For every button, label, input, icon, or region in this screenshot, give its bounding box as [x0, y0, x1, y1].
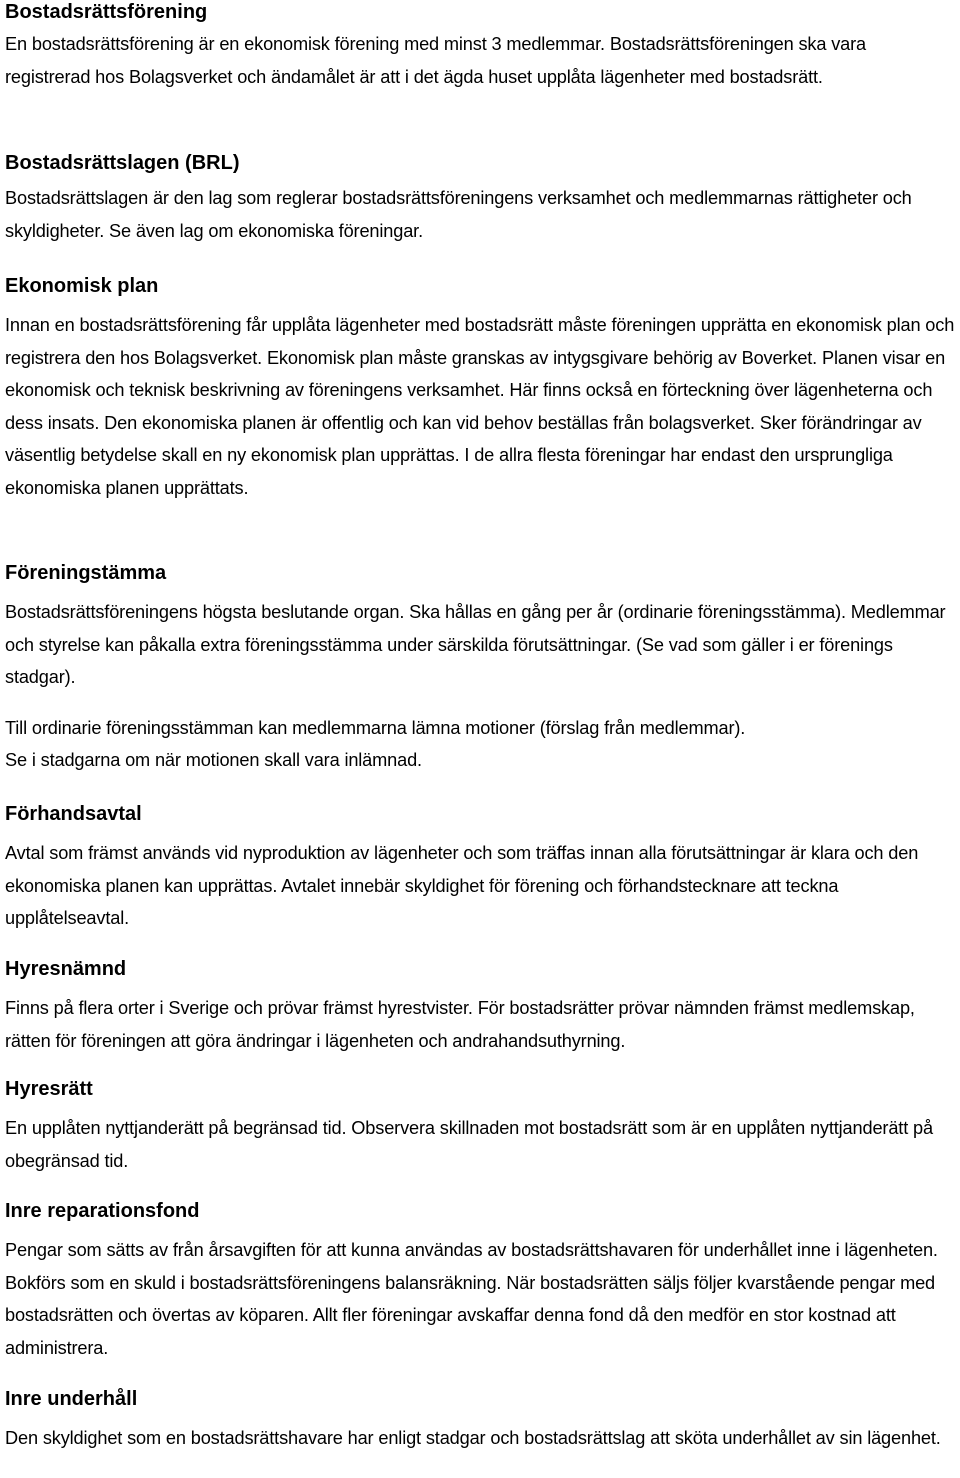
section-hyresnamnd [5, 957, 956, 1057]
section-heading: Hyresnämnd [5, 958, 127, 980]
section-bostadsrattsforening [5, 0, 956, 93]
section-heading: Föreningstämma [5, 562, 167, 584]
section-paragraph: Den skyldighet som en bostadsrättshavare har enligt stadgar och bostadsrättslag att sköta underhållet av sin lägenhet. [5, 1428, 941, 1448]
section-forhandsavtal [5, 802, 956, 935]
section-paragraph: Bostadsrättsföreningens högsta beslutande organ. Ska hållas en gång per år (ordinarie föreningsstämma). Medlemmar och styrelse kan påkalla extra föreningsstämma under särskilda förutsättningar. (Se vad som gäller i er förenings stadgar). [5, 602, 946, 688]
section-paragraph: Innan en bostadsrättsförening får upplåta lägenheter med bostadsrätt måste föreningen upprätta en ekonomisk plan och registrera den hos Bolagsverket. Ekonomisk plan måste granskas av intygsgivare behörig av Boverket. Planen visar en ekonomisk och teknisk beskrivning av föreningens verksamhet. Här finns också en förteckning över lägenheterna och dess insats. Den ekonomiska planen är offentlig och kan vid behov beställas från bolagsverket. Sker förändringar av väsentlig betydelse skall en ny ekonomisk plan upprättas. I de allra flesta föreningar har endast den ursprungliga ekonomiska planen upprättats. [5, 315, 955, 498]
section-paragraph: Se i stadgarna om när motionen skall vara inlämnad. [5, 750, 422, 771]
section-paragraph: Bostadsrättslagen är den lag som reglerar bostadsrättsföreningens verksamhet och medlemmarnas rättigheter och skyldigheter. Se även lag om ekonomiska föreningar. [5, 188, 912, 241]
section-inre-reparationsfond [5, 1199, 956, 1364]
section-paragraph: Finns på flera orter i Sverige och prövar främst hyrestvister. För bostadsrätter prövar nämnden främst medlemskap, rätten för föreningen att göra ändringar i lägenheten och andrahandsuthyrning. [5, 998, 915, 1051]
section-hyresratt [5, 1077, 956, 1177]
section-heading: Hyresrätt [5, 1078, 93, 1100]
section-paragraph: En bostadsrättsförening är en ekonomisk förening med minst 3 medlemmar. Bostadsrättsföreningen ska vara registrerad hos Bolagsverket och ändamålet är att i det ägda huset upplåta lägenheter med bostadsrätt. [5, 34, 867, 87]
section-heading: Bostadsrättslagen (BRL) [5, 152, 240, 174]
section-paragraph: Till ordinarie föreningsstämman kan medlemmarna lämna motioner (förslag från medlemmar). [5, 717, 746, 738]
section-foreningstamma [5, 561, 956, 777]
section-heading: Inre reparationsfond [5, 1200, 200, 1222]
section-heading: Inre underhåll [5, 1388, 138, 1410]
section-inre-underhall [5, 1387, 956, 1455]
section-ekonomisk-plan [5, 274, 956, 505]
section-heading: Förhandsavtal [5, 803, 142, 825]
section-heading: Bostadsrättsförening [5, 1, 208, 23]
section-heading: Ekonomisk plan [5, 275, 159, 297]
section-paragraph: Pengar som sätts av från årsavgiften för att kunna användas av bostadsrättshavaren för underhållet inne i lägenheten. Bokförs som en skuld i bostadsrättsföreningens balansräkning. När bostadsrätten säljs följer kvarstående pengar med bostadsrätten och övertas av köparen. Allt fler föreningar avskaffar denna fond då den medför en stor kostnad att administrera. [5, 1240, 938, 1358]
section-paragraph: En upplåten nyttjanderätt på begränsad tid. Observera skillnaden mot bostadsrätt som är en upplåten nyttjanderätt på obegränsad tid. [5, 1118, 933, 1171]
section-bostadsrattslagen [5, 151, 956, 247]
section-paragraph: Avtal som främst används vid nyproduktion av lägenheter och som träffas innan alla förutsättningar är klara och den ekonomiska planen kan upprättas. Avtalet innebär skyldighet för förening och förhandstecknare att teckna upplåtelseavtal. [5, 843, 919, 929]
